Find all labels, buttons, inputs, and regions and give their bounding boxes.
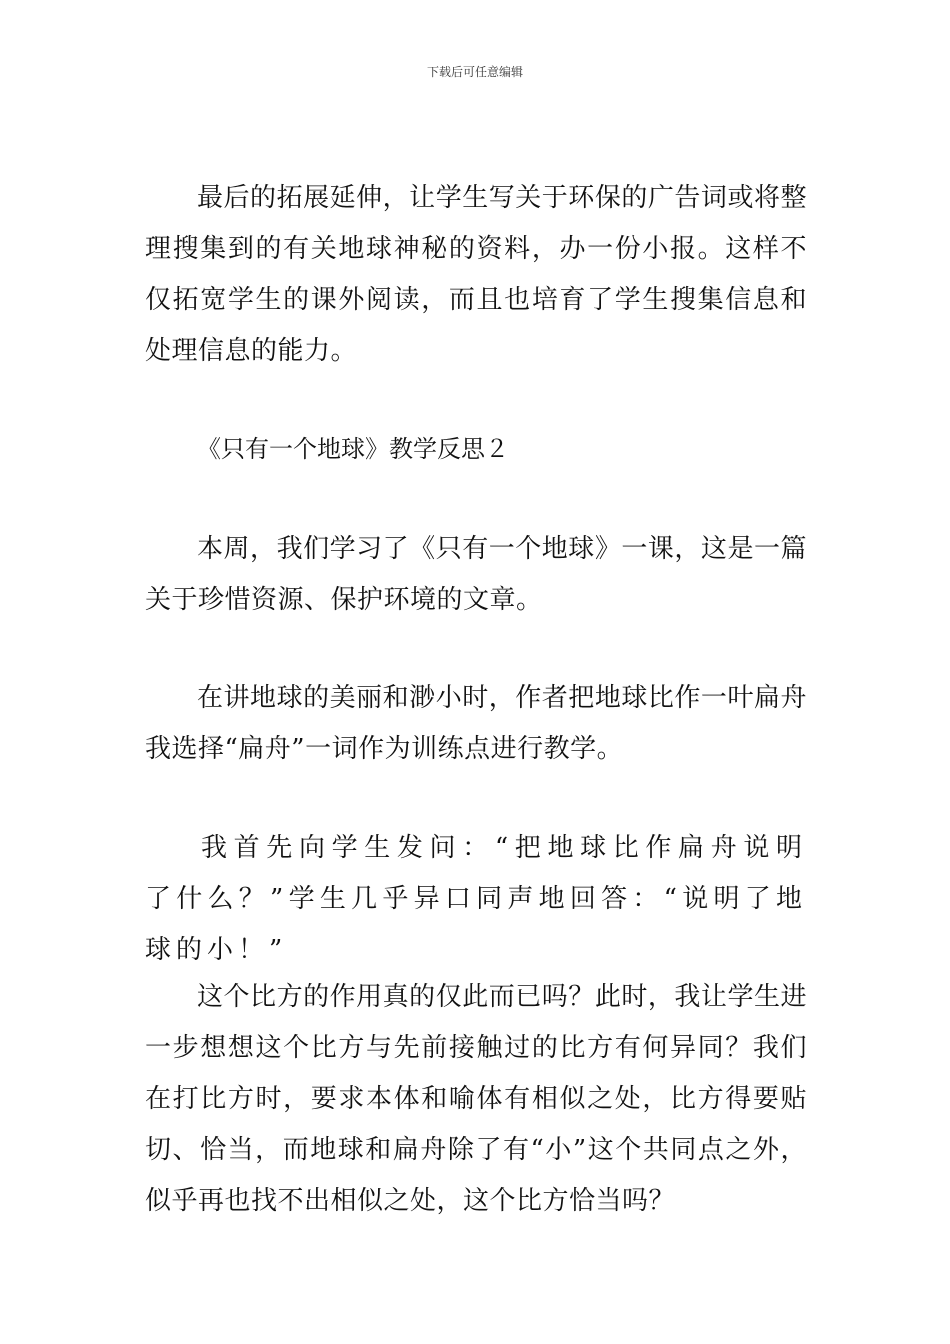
paragraph-metaphor: 在讲地球的美丽和渺小时，作者把地球比作一叶扁舟我选择“扁舟”一词作为训练点进行教学。: [145, 683, 807, 764]
paragraph-question: 我首先向学生发问：“把地球比作扁舟说明了什么？”学生几乎异口同声地回答：“说明了地球的小！”: [145, 833, 807, 965]
paragraph-reflection: 这个比方的作用真的仅此而已吗？此时，我让学生进一步想想这个比方与先前接触过的比方有何异同？我们在打比方时，要求本体和喻体有相似之处，比方得要贴切、恰当，而地球和扁舟除了有“小”这个共同点之外，似乎再也找不出相似之处，这个比方恰当吗？: [145, 982, 807, 1216]
section-title: 《只有一个地球》教学反思２: [197, 435, 509, 463]
page-header-note: 下载后可任意编辑: [426, 65, 523, 79]
paragraph-extension: 最后的拓展延伸，让学生写关于环保的广告词或将整理搜集到的有关地球神秘的资料，办一份小报。这样不仅拓宽学生的课外阅读，而且也培育了学生搜集信息和处理信息的能力。: [145, 183, 807, 366]
paragraph-intro: 本周，我们学习了《只有一个地球》一课，这是一篇关于珍惜资源、保护环境的文章。: [145, 534, 807, 615]
